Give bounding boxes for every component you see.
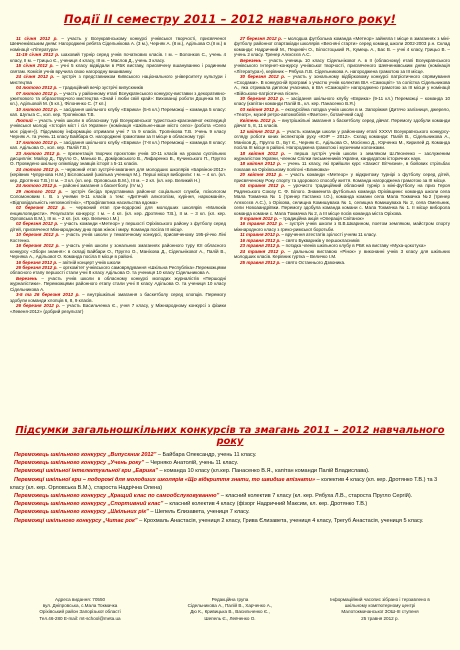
event-item [10, 189, 226, 205]
event-date: Квітень 2012 р. [240, 117, 277, 123]
event-item [234, 172, 450, 183]
event-text: – участь команди «Метеор» у відкритому турнірі з футболу серед дітей, присвяченому Року спорту та здорового способу життя. Команда нагороджена грамотою за ІІІ місце. [234, 172, 450, 183]
event-item [234, 260, 450, 265]
event-text: – червоний етап зустрічі-змагання для молодших школярів «Барвінок-2012» (керівник Чупрунова Н.М.) Бісловський (шкільна учениця М.). Перші місця виборили: І м. – 4 кл. (кл. кер. Дротянко Т.В.) ІІ м. – 3 кл. (кл. кер. Орловська В.М.), ІІІ м. – 2 кл. (кл. кер. Великий Н.) [10, 166, 226, 183]
result-label: Переможець шкільного конкурсу „Випускник 2012” [14, 452, 157, 458]
event-item [10, 52, 226, 63]
event-item [234, 183, 450, 216]
event-item [10, 118, 226, 140]
result-label: Переможці шкільної гри – подорожі для молодших школярів «Що відкриття знати, то швидше впізнати» [14, 476, 316, 483]
event-date: 27 березня 2012 р. [240, 36, 283, 41]
event-text: – звітній концерт учнів школи [57, 259, 121, 265]
events-right-column [234, 36, 450, 421]
result-label: Переможці шкільної інтелектуальної гри „Еврика” [14, 468, 158, 475]
event-date: 23 лютого 2012 р. [16, 150, 61, 156]
event-date: 04 лютого 2012 р. [16, 85, 58, 91]
event-text: – зустріч з представником Київського національного університету культури і мистецтва [10, 74, 226, 85]
footer-line: Тел.46-280 E-mail: mt-school@meta.ua [39, 615, 121, 621]
event-text: – участь учнів школи в обласному турі Всеукраїнської туристсько-краєзнавчої експедиції учнівської молоді «Історія міст і сіл України» (номінація «Шкільне-наше місто село» (робота «Село моє рідне»)). Підсумкову інформацію отримали учні 7 та 9 класів. Тропнікова Т.В. Учень 9 класу Черняк А. та учень 11 класу Байбара О. нагороджені грамотами за ІІ місце в обласному турі [10, 117, 226, 140]
event-date: 24 травня 2012 р. [240, 248, 286, 254]
event-date: 24 січня 2012 р. [16, 74, 55, 80]
event-item [10, 292, 226, 303]
event-item [10, 167, 226, 183]
event-date: 18 квітня 2012 р. [240, 161, 282, 167]
event-item [10, 276, 226, 292]
event-text: – дальньою виставою «Рінок» у виконанні учнів 3 класу для шкільних молодших класів. Керівник гуртка – Величко І.М. [234, 248, 450, 260]
event-item [10, 265, 226, 276]
result-text: – колектив 4 класу (кл. кер. Дротянко Т.В.) та 3 класу (кл. кер. Орловська В.М.), староста Надрічна Олена) [10, 476, 438, 491]
event-date: 24 лютого 2012 р. [16, 166, 60, 172]
result-text: – класний колектив 7 класу (кл. кер. Рябуха Л.В., староста Пругло Сергій). [219, 493, 413, 500]
result-label: Переможець шкільного конкурсу „Кращий клас по самообслуговуванню” [14, 493, 220, 500]
event-text: – участь у зональному відбірковому конкурсі патріотичного спрямування «Сходами». В конкурсній програмі з участю учнів колектив ВІА «Самоцвіт» та солістка Сідельникова А., яка отримала диплом учасника, в ВІА «Самоцвіт» нагороджено грамотою за ІІІ місце у номінації «Військово-патріотична пісня». [234, 74, 450, 96]
event-item [234, 161, 450, 172]
result-text: – команда 10 класу (кл.кер. Панасенко В.Я., капітан команди Палій Владислава). [157, 468, 370, 475]
event-text: – участь Васильченка Є., учня 7 класу, у Міжнародному конкурсі з фізики «Левеня-2012» (добрий результат) [10, 303, 226, 314]
result-label: Переможець шкільного конкурсу „Спортивний клас” [14, 501, 164, 508]
event-item [234, 118, 450, 129]
footer-line: Сідельникова А., Палій В., Харченко А., [187, 603, 273, 609]
event-date: Лютий [16, 117, 33, 123]
event-date: Березень [240, 57, 262, 63]
event-item [10, 36, 226, 52]
footer-line: Адреса видання: 70550 [54, 597, 106, 602]
event-text: – участь у районному етапі Всеукраїнського конкурсу-виставки з декоративно-ужиткового та образотворчого мистецтва «Знай і люби свій край»: Вихованці роботи Доценка М. (5 кл.), Адільовой М. (5 кл.), Філоненко С. (7 кл.) [10, 90, 226, 107]
event-date: 16 березня 2012 р. [16, 243, 60, 249]
event-item [10, 205, 226, 221]
footer-line: шкільному комп'ютерному центрі [344, 603, 416, 609]
event-text: – зустріч учнів школи з В.В.Шкарином, поетом земляком, майстром спорту міжнародного класу з греко-римської боротьби. [234, 221, 450, 232]
event-text: – традиційна акція «Операція Світанок» [278, 215, 364, 221]
event-date: 26 березня 2012 р. [16, 303, 60, 309]
event-text: – внутрішкільні змагання з баскетболу серед дівчат. Перемогу здобули команди дівчат 5, 8, 11 класів. [234, 117, 450, 129]
result-text: – класний колектив 4 класу (фізорг Надричний Максим, кл. кер. Дротянко Т.В.) [163, 501, 368, 508]
event-date: 18 квітня 2012 р. [240, 150, 286, 156]
footer-address [10, 597, 150, 622]
event-text: – районні змагання з баскетболу. (ІV м.) [57, 183, 143, 189]
event-date: 30 березня 2012 р. [240, 95, 285, 101]
event-text: – участь команди «Метеор» у першості Оріхівського району з футболу серед дітей, присвяченої Міжнародному дню прав жінок і миру. Команда посіла ІІІ місце. [10, 221, 226, 232]
results-list [10, 451, 450, 525]
footer-editorial-group [160, 597, 300, 622]
event-date: 02 березня 2012 р. [16, 221, 59, 227]
event-text: – свято Останнього Дзвоника. [280, 259, 346, 265]
event-item [10, 221, 226, 232]
result-item [10, 517, 450, 525]
events-columns [10, 36, 450, 421]
event-date: Березень [16, 275, 38, 281]
event-text: – учні 5 класу відвідали в РБК виставу, присвячену вшануванню і родинним святам. Комісія учнів вручила свою нагородну вишиванку. [10, 63, 226, 74]
event-text: – участь учнів школи у зональних змаганнях районного туру ЮІ обласного конкурсу «Збори знання»: в складі Байбари О., Пругло О., Маніхова Д., Сідельнікової А., Палій В., Черняка А., Адільової О. Команда посіла ІІ місце в районі. [10, 243, 226, 260]
result-label: Переможець шкільного конкурсу „Учень року” [14, 460, 145, 467]
event-date: 11-19 січня 2012 р. [16, 52, 60, 58]
footer-line: Редакційна група [211, 597, 249, 602]
event-date: 9 травня 2012 р. [240, 215, 278, 221]
event-date: 03 квітня 2012 р. [240, 106, 280, 112]
footer-line: Інформаційний часопис зібрано і терзавлено в [330, 597, 430, 602]
event-text: – участь у Всеукраїнському конкурсі учнівської творчості, присвяченої Шевченківським дням: Нагороджені ребята Сідельнікова А. (3 м.), Черняк А. (8 м.), Адільова О.(ІІ м.) в номінації «Література» [10, 36, 226, 52]
event-date: 23 травня 2012 р. [240, 243, 281, 249]
event-date: 16 травня 2012 р. [240, 237, 281, 243]
event-text: – перша зустріч учнів школи з земляком Ш.Леоненко – заслуженим журналістом України, членом Спілки письменників України, кандидатом історичних наук. [234, 150, 450, 161]
event-text: – засідання шкільного клубу «Еврика» (7-8 кл.) Переможці – команда 8 класу: кап. Адільова О., кол. кер. Палій Г.В.) [10, 139, 226, 151]
event-date: 04 травня 2012 р. [240, 183, 286, 189]
event-date: 3-5 та 26 березня 2012 р. [16, 292, 80, 298]
event-item [10, 151, 226, 167]
results-title: Підсумки загальношкільних конкурсів та змагань 2011 – 2012 навчального року [15, 425, 445, 447]
event-date: 15 січня 2012 р. [16, 63, 54, 69]
event-date: 17 лютого 2012 р. [16, 139, 59, 145]
footer-line: Дю К., Кривицька В., Васильченко Є., [190, 609, 270, 615]
page-title: Події ІІ семестру 2011 – 2012 навчального року! [63, 12, 397, 26]
event-text: – поїздка членів шкільного клубу в РБК на виставу «Муха-цокотуха» [280, 243, 426, 249]
event-text: – традиційний вечір зустрічі випускників [57, 85, 144, 91]
event-text: – червоний етап гри-подорожі для молодших школярів «Малюків енциклопедисти». Результати конкурсу: І м. – 4 кл. (кл. кер. Дротянко Т.В.), ІІ м. – 3 кл. (кл. кер. Орловська В.М.), ІІІ м. – 2 кл. (кл. кер. Величко І.М.) [10, 205, 226, 221]
event-text: – оргкомітет учнівського самоврядування «Шкільна Республіка».Переможцями обласного етапу першості стали учні 8 класу Адільова О. та учениця 10 класу Сідельникова А. [10, 265, 226, 276]
event-text: – екскурсійна поїздка учнів школи в м. Запоріжжя (Дитячо залізниця, джерело, «Театр», музей ретро-автомобілів «Фаетон», ботанічний сад) [234, 106, 450, 118]
event-date: 02 березня 2012 р. [16, 205, 66, 211]
event-item [10, 243, 226, 259]
result-item [10, 492, 450, 500]
result-text: – Черняко Анатолій, учень 11 класу. [144, 460, 239, 467]
event-item [234, 221, 450, 232]
event-item [234, 36, 450, 58]
event-item [10, 63, 226, 74]
footer [10, 597, 450, 622]
result-item [10, 459, 450, 467]
footer-line: Оріхівський район Запорізької області [39, 609, 121, 615]
result-item [10, 467, 450, 475]
event-item [10, 140, 226, 151]
footer-line: вул. Дніпровська, с.Мала Токмачка [42, 603, 118, 609]
event-date: 11 травня 2012 р. [240, 232, 281, 238]
result-item [10, 508, 450, 516]
result-text: – Байбара Олександр, учень 11 класу. [156, 452, 257, 458]
events-left-column [10, 36, 226, 421]
result-label: Переможець шкільного конкурсу „Шкільних рік” [14, 509, 149, 516]
event-text: – участь учнів школи в обласному конкурсі молодих журналістів «Першодні журналістики». Переможцями районного етапу стали учні 8 класу Адільова О. та учениця 10 класу Сідельникова А. [10, 275, 226, 292]
event-date: 12 квітня 2012 р. [240, 128, 281, 134]
event-item [10, 303, 226, 314]
event-item [234, 249, 450, 260]
event-text: – зустріч бесіда представника районної соціальної служби, псікологом Соломоновим І. В. з учнями 9-11 класів з тем: «Дитячий алкоголізм, куріння, наркоманія», «Відповідальність неповнолітніх», «Профілактика насильства вдома» [10, 188, 226, 205]
event-text: – засідання шкільного клубу «Еврика» (5-6 кл.) Переможці – команда 5 класу: кап. Шульга С., кол. кер. Тропнікова Т.В. [10, 106, 226, 118]
result-item [10, 451, 450, 459]
event-date: 07 лютого 2012 р. [16, 90, 58, 96]
event-item [10, 107, 226, 118]
event-item [234, 129, 450, 151]
footer-info [310, 597, 450, 622]
event-date: 30 березня 2012 р. [240, 74, 286, 80]
event-date: 11 січня 2012 р. [16, 36, 58, 41]
result-label: Переможці шкільного конкурсу „Читає рок” [14, 517, 138, 524]
footer-line: 25 травня 2012 р. [361, 615, 399, 621]
event-text: – урочисто традиційний обласний турнір з міні-футболу на приз Героя Радянського Союзу С. Ф. Білого. Знаменита футбольна команда Оріхівщини: команда школи села Мала Токмачка № 1 (тренер Гастанко І.О.), команда комани села Мала Токмачка №2 (тренер Алєксєєв А.С.), з Оріхова, селищна Комишуваха № 1, селищна Комишуваха № 2, села Омельник, сели Новоаандріївки. Перемогу здобула команда комани с. Мала Токмачка № 1. ІІ місце виборола команда комани с. Мала Токмачка № 2, а ІІІ місце посів команда міста Оріхова. [234, 183, 450, 216]
event-text: – внутрішкільні змагання з баскетболу серед хлопців. Перемогу здобули команди хлопців 6, 8, 9 класів. [10, 292, 226, 303]
result-item [10, 500, 450, 508]
event-item [10, 91, 226, 107]
event-date: 29 лютого 2012 р. [16, 188, 63, 194]
event-item [10, 74, 226, 85]
footer-line: Шепель Є., Левченко О. [204, 615, 256, 621]
event-date: 20 квітня 2012 р. [240, 172, 283, 178]
event-text: – учень 11 класу, які прийшли курс «Захист Вітчизни», в бойових стрільбах показав на Оріхівському полігоні «Блиновка» [234, 161, 450, 172]
event-text: – молодша футбольна команда «Метеор» зайняла І місце в змаганнях з міні-футболу районної спартакіади школярів «Весняні старти» серед команд школи 2002-2003 р.н. Склад команди: Надричний М., Пецкевіч О., Білостоцький Я., Кумець А., Бас В. – учні 4 класу, Грицьо В. – учень 2 класу. Тренер Алєксєєв А.С. [234, 36, 450, 58]
event-text: – участь команди школи у районному етапі XXXVI Всеукраїнського конкурсу-огляду роботи юних інспекторів руху «ЮІР – 2012». Склад команди: Палій В., Сідельникова А., Маніхов Д., Пругло О., Бут Є., Черняк Є., Адільова О., Мосієнко Д., Юрченко М., Кирилей Д. Команда посіла ІІІ місце в районі. Нагороджена грамотою і музичним колонками. [234, 128, 450, 151]
event-date: 25 травня 2012 р. [240, 259, 281, 265]
event-date: 26 березня 2012 р. [16, 265, 58, 271]
result-item [10, 476, 450, 492]
event-text: – презентація творчих проєктовн учнів 10-11 класів на уроках суспільних дисциплін: Майор Д., Пругло О., Манько В., Доміровського В., Лифаренко В., Кучинського П., Пругло О. Проведено шкільну олімпіаду знавців історії з 5-11 класів. [10, 150, 226, 167]
result-text: – Шепель Єлизавета, учениця 7 класу. [148, 509, 250, 516]
event-text: – участь учнів школи у тематичному конкурсі, присвяченому 195-річчю Ліні Костенко. [10, 232, 226, 243]
event-item [10, 232, 226, 243]
event-text: – вручення атестатів зрілості учням 11 класу. [280, 232, 377, 238]
event-date: 16 травня 2012 р. [240, 221, 283, 227]
event-item [234, 58, 450, 74]
event-date: 10 березня 2012 р. [16, 232, 60, 238]
event-item [234, 107, 450, 118]
event-date: 16 березня 2012 р. [16, 259, 58, 265]
footer-line: Малотокмачанської ЗОШ-ІІІ ступеня [341, 609, 419, 615]
event-text: – засідання шкільного клубу «Еврика» (9-11 кл.) Переможці – команда 10 класу (капітан команди Палій В., кл. кер. Панасенко В.Я.) [234, 95, 450, 107]
event-item [234, 96, 450, 107]
event-text: – участь учениць 10 класу Сідельнікової А. в ІІ (обласному) етапі Всеукраїнського учнівського Інтернет-конкурсу учнівської творчості, присвяченого Шевченківським дням (номінація «Література»), керівник – Рябуха Л.В. Сідельникова А. нагороджена грамотою за ІІІ місце. [234, 57, 450, 74]
result-text: – Крохмаль Анастасія, учениця 2 класу, Грива Єлизавета, учениця 4 класу, Трегуб Анастасія, учениця 5 класу. [137, 517, 424, 524]
event-date: 10 лютого 2012 р. [16, 106, 59, 112]
event-date: 24 лютого 2012 р. [16, 183, 58, 189]
event-text: – свято Буквариків у першокласників [280, 237, 360, 243]
event-text: шаховий турнір серед учнів початкових класів. І м. – Волонков С., учень 4 класу, ІІ м. – Грицьо Є., учениця 4 класу, ІІІ м. – Маслов Д., учень 3 класу. [10, 52, 226, 63]
event-item [234, 74, 450, 96]
event-item [234, 151, 450, 162]
